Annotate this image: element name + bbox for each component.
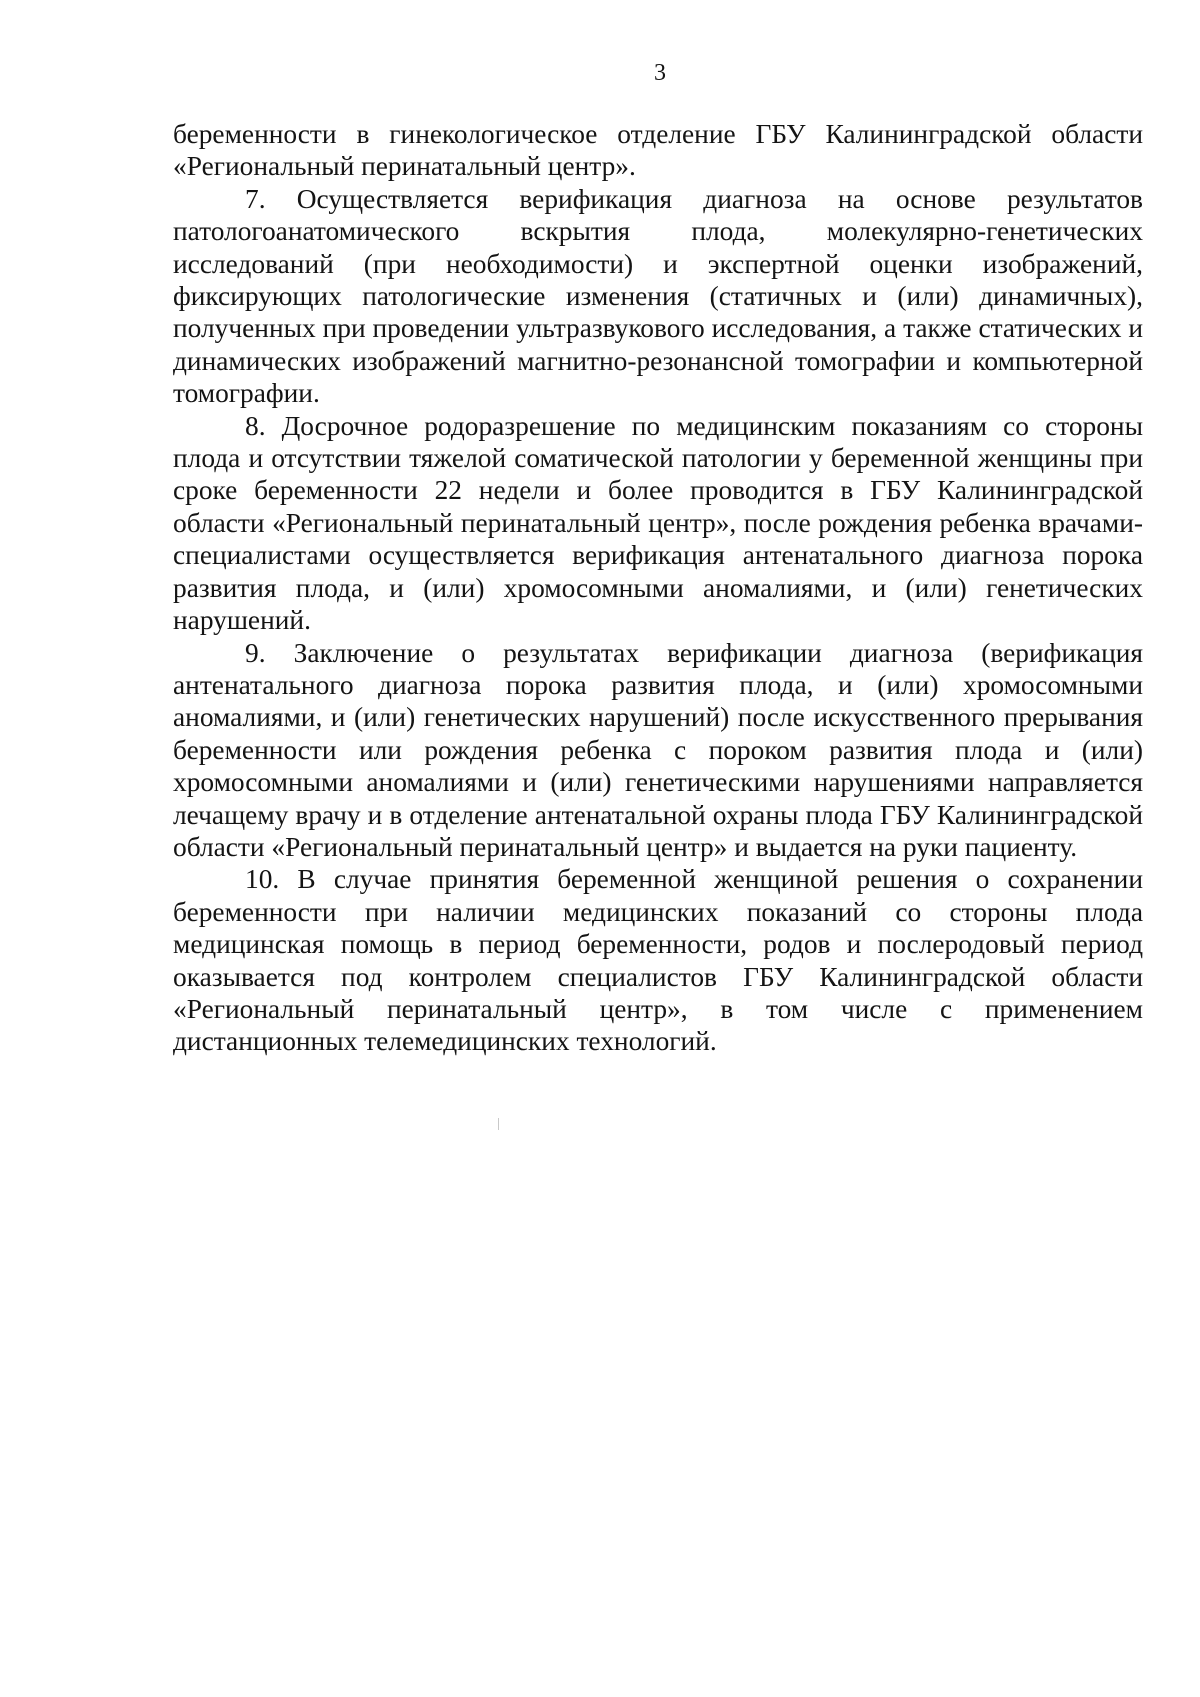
paragraph-continuation: беременности в гинекологическое отделение ГБУ Калининградской области «Региональный перинатальный центр». bbox=[173, 119, 1143, 182]
page-number: 3 bbox=[654, 60, 666, 86]
paragraph-item-10: 10. В случае принятия беременной женщиной решения о сохранении беременности при наличии медицинских показаний со стороны плода медицинская помощь в период беременности, родов и послеродовый период оказывается под контролем специалистов ГБУ Калининградской области «Региональный перинатальный центр», в том числе с применением дистанционных телемедицинских технологий. bbox=[173, 864, 1143, 1057]
scan-speck bbox=[498, 1118, 499, 1130]
document-body bbox=[173, 118, 1143, 1058]
paragraph-item-7: 7. Осуществляется верификация диагноза на основе результатов патологоанатомического вскрытия плода, молекулярно-генетических исследований (при необходимости) и экспертной оценки изображений, фиксирующих патологические изменения (статичных и (или) динамичных), полученных при проведении ультразвукового исследования, а также статических и динамических изображений магнитно-резонансной томографии и компьютерной томографии. bbox=[173, 183, 1143, 409]
paragraph-item-9: 9. Заключение о результатах верификации диагноза (верификация антенатального диагноза порока развития плода, и (или) хромосомными аномалиями, и (или) генетических нарушений) после искусственного прерывания беременности или рождения ребенка с пороком развития плода и (или) хромосомными аномалиями и (или) генетическими нарушениями направляется лечащему врачу и в отделение антенатальной охраны плода ГБУ Калининградской области «Региональный перинатальный центр» и выдается на руки пациенту. bbox=[173, 637, 1143, 862]
paragraph-item-8: 8. Досрочное родоразрешение по медицинским показаниям со стороны плода и отсутствии тяжелой соматической патологии у беременной женщины при сроке беременности 22 недели и более проводится в ГБУ Калининградской области «Региональный перинатальный центр», после рождения ребенка врачами-специалистами осуществляется верификация антенатального диагноза порока развития плода, и (или) хромосомными аномалиями, и (или) генетических нарушений. bbox=[173, 410, 1143, 636]
